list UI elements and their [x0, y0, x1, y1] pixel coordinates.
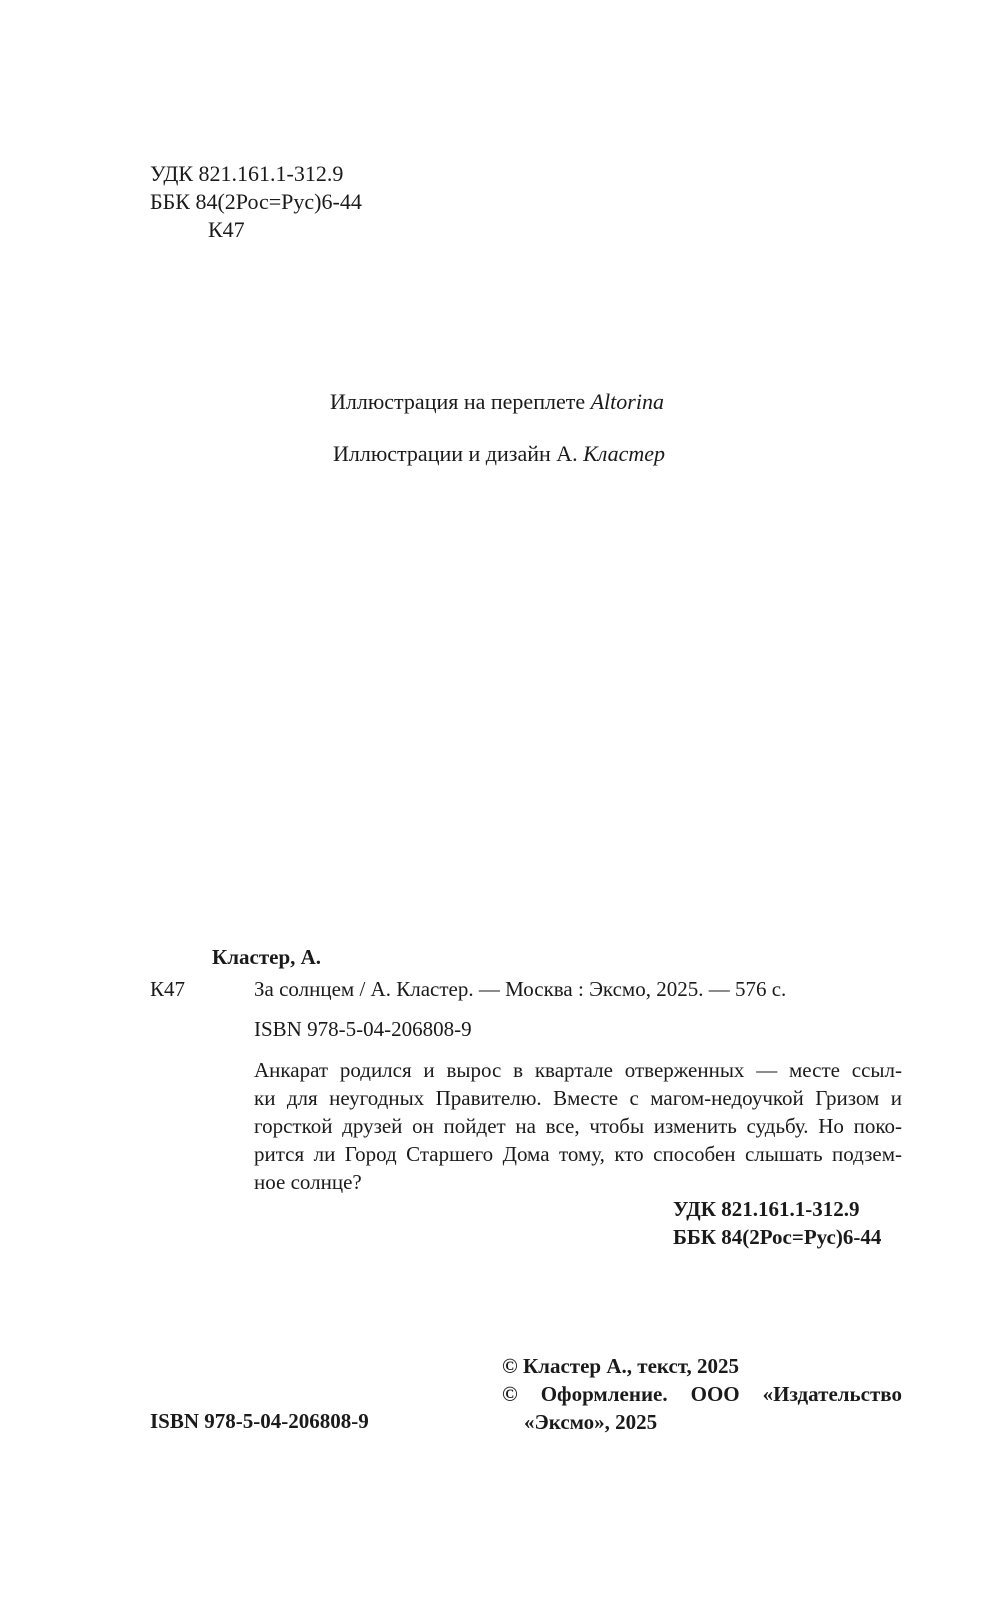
copyright-line: «Эксмо», 2025 [524, 1410, 658, 1434]
abstract-line: горсткой друзей он пойдет на все, чтобы изменить судьбу. Но поко- [254, 1114, 902, 1138]
inner-illustration-artist-name: Кластер [583, 441, 666, 466]
catalog-bibliographic-line: За солнцем / А. Кластер. — Москва : Эксмо, 2025. — 576 с. [254, 977, 787, 1001]
copyright-line: © Кластер А., текст, 2025 [502, 1354, 740, 1378]
udk-code: УДК 821.161.1-312.9 [150, 161, 344, 186]
catalog-abstract [254, 1056, 902, 1196]
abstract-line: рится ли Город Старшего Дома тому, кто способен слышать подзем- [254, 1142, 902, 1166]
catalog-author-heading: Кластер, А. [212, 945, 322, 969]
inner-illustration-label: Иллюстрации и дизайн [333, 441, 551, 466]
catalog-isbn: ISBN 978-5-04-206808-9 [254, 1017, 472, 1041]
inner-illustration-artist-initial: А. [556, 441, 578, 466]
catalog-bbk-code: ББК 84(2Рос=Рус)6-44 [673, 1225, 882, 1249]
bbk-code: ББК 84(2Рос=Рус)6-44 [150, 189, 362, 214]
abstract-line: Анкарат родился и вырос в квартале отверженных — месте ссыл- [254, 1058, 902, 1082]
footer-isbn: ISBN 978-5-04-206808-9 [150, 1409, 369, 1433]
abstract-line: ное солнце? [254, 1170, 362, 1194]
cover-illustration-label: Иллюстрация на переплете [330, 389, 586, 414]
copyright-line: © Оформление. ООО «Издательство [502, 1382, 902, 1406]
inner-illustration-credit [333, 440, 665, 468]
catalog-author-mark: К47 [150, 977, 186, 1001]
catalog-udk-code: УДК 821.161.1-312.9 [673, 1197, 860, 1221]
abstract-line: ки для неугодных Правителю. Вместе с магом-недоучкой Гризом и [254, 1086, 902, 1110]
copyright-notice [502, 1352, 902, 1436]
cover-illustration-artist: Altorina [590, 389, 664, 414]
cover-illustration-credit [330, 388, 664, 416]
author-mark: К47 [208, 217, 245, 242]
